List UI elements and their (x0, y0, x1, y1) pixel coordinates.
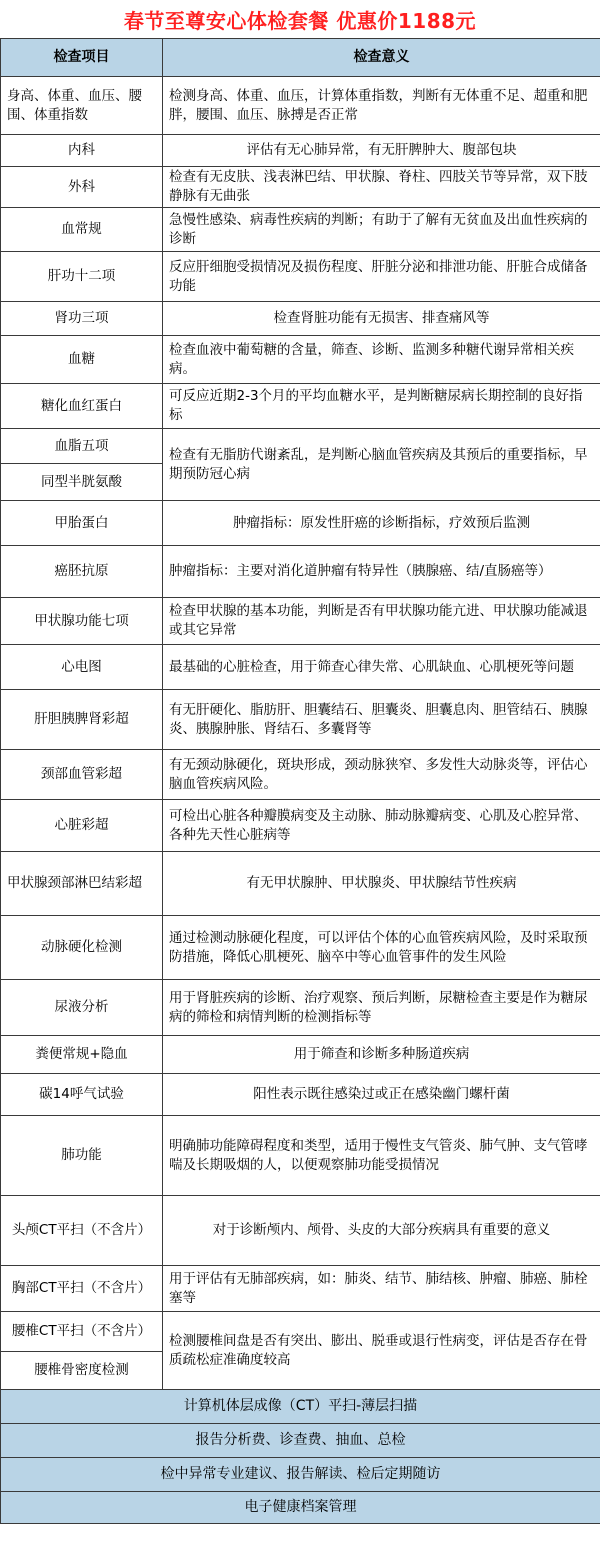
meaning-cell: 急慢性感染、病毒性疾病的判断；有助于了解有无贫血及出血性疾病的诊断 (163, 208, 600, 252)
meaning-cell: 检查有无脂肪代谢紊乱，是判断心脑血管疾病及其预后的重要指标，早期预防冠心病 (163, 429, 600, 501)
item-cell: 动脉硬化检测 (1, 916, 163, 980)
table-row (1, 1074, 600, 1116)
meaning-cell: 有无甲状腺肿、甲状腺炎、甲状腺结节性疾病 (163, 852, 600, 916)
meaning-cell: 检查有无皮肤、浅表淋巴结、甲状腺、脊柱、四肢关节等异常，双下肢静脉有无曲张 (163, 167, 600, 208)
item-cell: 甲状腺颈部淋巴结彩超 (1, 852, 163, 916)
table-row (1, 501, 600, 546)
item-cell: 心电图 (1, 645, 163, 690)
item-cell: 同型半胱氨酸 (1, 464, 163, 501)
meaning-cell: 检查肾脏功能有无损害、排查痛风等 (163, 302, 600, 336)
table-row (1, 1458, 600, 1492)
table-row (1, 1390, 600, 1424)
table-row (1, 750, 600, 800)
item-cell: 碳14呼气试验 (1, 1074, 163, 1116)
meaning-cell: 检查血液中葡萄糖的含量，筛查、诊断、监测多种糖代谢异常相关疾病。 (163, 336, 600, 384)
meaning-cell: 有无肝硬化、脂肪肝、胆囊结石、胆囊炎、胆囊息肉、胆管结石、胰腺炎、胰腺肿胀、肾结石、多囊肾等 (163, 690, 600, 750)
item-cell: 头颅CT平扫（不含片） (1, 1196, 163, 1266)
meaning-cell: 检测身高、体重、血压，计算体重指数，判断有无体重不足、超重和肥胖，腰围、血压、脉搏是否正常 (163, 77, 600, 135)
item-cell: 腰椎CT平扫（不含片） (1, 1312, 163, 1352)
item-cell: 尿液分析 (1, 980, 163, 1036)
table-row (1, 1492, 600, 1524)
meaning-cell: 阳性表示既往感染过或正在感染幽门螺杆菌 (163, 1074, 600, 1116)
checkup-table (0, 38, 600, 1524)
meaning-cell: 可反应近期2-3个月的平均血糖水平，是判断糖尿病长期控制的良好指标 (163, 384, 600, 429)
item-cell: 外科 (1, 167, 163, 208)
table-row (1, 429, 600, 464)
item-cell: 腰椎骨密度检测 (1, 1352, 163, 1390)
meaning-cell: 检查甲状腺的基本功能，判断是否有甲状腺功能亢进、甲状腺功能减退或其它异常 (163, 598, 600, 645)
item-cell: 肺功能 (1, 1116, 163, 1196)
item-cell: 血常规 (1, 208, 163, 252)
table-row (1, 598, 600, 645)
meaning-cell: 评估有无心肺异常，有无肝脾肿大、腹部包块 (163, 135, 600, 167)
column-header-item: 检查项目 (1, 39, 163, 77)
item-cell: 血脂五项 (1, 429, 163, 464)
item-cell: 胸部CT平扫（不含片） (1, 1266, 163, 1312)
meaning-cell: 反应肝细胞受损情况及损伤程度、肝脏分泌和排泄功能、肝脏合成储备功能 (163, 252, 600, 302)
item-cell: 粪便常规+隐血 (1, 1036, 163, 1074)
table-row (1, 252, 600, 302)
table-row (1, 980, 600, 1036)
table-row (1, 852, 600, 916)
meaning-cell: 可检出心脏各种瓣膜病变及主动脉、肺动脉瓣病变、心肌及心腔异常、各种先天性心脏病等 (163, 800, 600, 852)
item-cell: 身高、体重、血压、腰围、体重指数 (1, 77, 163, 135)
table-row (1, 77, 600, 135)
item-cell: 血糖 (1, 336, 163, 384)
table-row (1, 336, 600, 384)
item-cell: 内科 (1, 135, 163, 167)
item-cell: 肝功十二项 (1, 252, 163, 302)
table-row (1, 546, 600, 598)
item-cell: 甲胎蛋白 (1, 501, 163, 546)
table-row (1, 1036, 600, 1074)
column-header-meaning: 检查意义 (163, 39, 600, 77)
table-row (1, 135, 600, 167)
meaning-cell: 最基础的心脏检查，用于筛查心律失常、心肌缺血、心肌梗死等问题 (163, 645, 600, 690)
item-cell: 糖化血红蛋白 (1, 384, 163, 429)
table-row (1, 645, 600, 690)
meaning-cell: 肿瘤指标：原发性肝癌的诊断指标，疗效预后监测 (163, 501, 600, 546)
meaning-cell: 检测腰椎间盘是否有突出、膨出、脱垂或退行性病变，评估是否存在骨质疏松症准确度较高 (163, 1312, 600, 1390)
table-row (1, 1424, 600, 1458)
meaning-cell: 用于肾脏疾病的诊断、治疗观察、预后判断，尿糖检查主要是作为糖尿病的筛检和病情判断的检测指标等 (163, 980, 600, 1036)
meaning-cell: 明确肺功能障碍程度和类型，适用于慢性支气管炎、肺气肿、支气管哮喘及长期吸烟的人，以便观察肺功能受损情况 (163, 1116, 600, 1196)
item-cell: 肾功三项 (1, 302, 163, 336)
meaning-cell: 用于评估有无肺部疾病，如：肺炎、结节、肺结核、肿瘤、肺癌、肺栓塞等 (163, 1266, 600, 1312)
table-row (1, 1196, 600, 1266)
table-row (1, 302, 600, 336)
meaning-cell: 有无颈动脉硬化，斑块形成，颈动脉狭窄、多发性大动脉炎等，评估心脑血管疾病风险。 (163, 750, 600, 800)
table-row (1, 1116, 600, 1196)
footer-row: 报告分析费、诊查费、抽血、总检 (1, 1424, 600, 1458)
meaning-cell: 对于诊断颅内、颅骨、头皮的大部分疾病具有重要的意义 (163, 1196, 600, 1266)
item-cell: 癌胚抗原 (1, 546, 163, 598)
table-row (1, 690, 600, 750)
table-row (1, 1312, 600, 1352)
footer-row: 检中异常专业建议、报告解读、检后定期随访 (1, 1458, 600, 1492)
item-cell: 甲状腺功能七项 (1, 598, 163, 645)
item-cell: 心脏彩超 (1, 800, 163, 852)
meaning-cell: 肿瘤指标：主要对消化道肿瘤有特异性（胰腺癌、结/直肠癌等） (163, 546, 600, 598)
item-cell: 肝胆胰脾肾彩超 (1, 690, 163, 750)
page-title: 春节至尊安心体检套餐 优惠价1188元 (0, 0, 600, 38)
item-cell: 颈部血管彩超 (1, 750, 163, 800)
table-row (1, 208, 600, 252)
footer-row: 电子健康档案管理 (1, 1492, 600, 1524)
table-header-row (1, 39, 600, 77)
table-row (1, 1266, 600, 1312)
meaning-cell: 通过检测动脉硬化程度，可以评估个体的心血管疾病风险，及时采取预防措施，降低心肌梗死、脑卒中等心血管事件的发生风险 (163, 916, 600, 980)
table-row (1, 384, 600, 429)
table-row (1, 800, 600, 852)
table-row (1, 167, 600, 208)
table-row (1, 916, 600, 980)
meaning-cell: 用于筛查和诊断多种肠道疾病 (163, 1036, 600, 1074)
footer-row: 计算机体层成像（CT）平扫-薄层扫描 (1, 1390, 600, 1424)
